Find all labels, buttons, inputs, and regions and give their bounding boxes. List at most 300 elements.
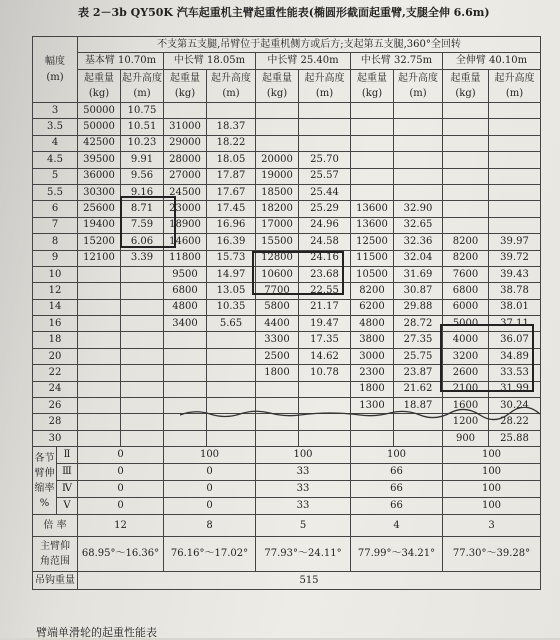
radius-cell: 12 xyxy=(33,283,78,299)
table-row xyxy=(33,201,541,217)
load-cell: 17000 xyxy=(256,217,299,233)
radius-label: 幅度 xyxy=(45,55,65,67)
boom-length-header: 中长臂 18.05m xyxy=(164,53,256,70)
height-cell xyxy=(299,381,351,397)
extension-value: 0 xyxy=(164,481,256,498)
angle-label-line: 主臂仰 xyxy=(40,541,70,553)
load-unit: (kg) xyxy=(88,88,110,99)
hook-value: 515 xyxy=(78,572,541,590)
load-cell: 1200 xyxy=(443,414,489,430)
load-cell: 18500 xyxy=(256,184,299,200)
load-cell xyxy=(78,365,121,381)
height-cell xyxy=(299,430,351,446)
radius-cell: 20 xyxy=(33,348,78,364)
load-cell: 3300 xyxy=(256,332,299,348)
load-cell xyxy=(78,348,121,364)
height-cell xyxy=(121,283,164,299)
load-cell xyxy=(351,152,394,168)
extension-value: 33 xyxy=(256,481,351,498)
load-unit: (kg) xyxy=(361,88,383,99)
height-cell xyxy=(121,381,164,397)
load-cell xyxy=(78,266,121,282)
load-cell xyxy=(443,168,489,184)
radius-cell: 7 xyxy=(33,217,78,233)
height-header xyxy=(299,70,351,103)
load-cell: 6800 xyxy=(443,283,489,299)
height-cell: 18.87 xyxy=(394,398,443,414)
height-cell xyxy=(207,381,256,397)
height-cell: 32.04 xyxy=(394,250,443,266)
load-cell: 2600 xyxy=(443,365,489,381)
table-row xyxy=(33,70,541,103)
condition-note: 不支第五支腿,吊臂位于起重机侧方或后方;支起第五支腿,360°全回转 xyxy=(78,37,541,53)
load-cell: 6200 xyxy=(351,299,394,315)
angle-value: 77.30°～39.28° xyxy=(443,537,541,572)
height-cell: 25.88 xyxy=(489,430,541,446)
height-header xyxy=(207,70,256,103)
radius-cell: 28 xyxy=(33,414,78,430)
load-cell: 6800 xyxy=(164,283,207,299)
radius-cell: 24 xyxy=(33,381,78,397)
load-cell: 13600 xyxy=(351,217,394,233)
height-cell: 23.68 xyxy=(299,266,351,282)
angle-value: 76.16°～17.02° xyxy=(164,537,256,572)
height-cell: 19.47 xyxy=(299,316,351,332)
radius-cell: 9 xyxy=(33,250,78,266)
hook-label: 吊钩重量 xyxy=(33,572,78,590)
footer-caption: 臂端单滑轮的起重性能表 xyxy=(36,626,157,639)
radius-header xyxy=(33,37,78,103)
load-cell: 6000 xyxy=(443,299,489,315)
torn-line-mark xyxy=(180,407,540,421)
ratio-value: 8 xyxy=(164,515,256,537)
height-cell xyxy=(207,103,256,119)
load-cell: 8200 xyxy=(351,283,394,299)
height-cell: 9.16 xyxy=(121,184,164,200)
load-cell xyxy=(351,103,394,119)
height-cell: 38.78 xyxy=(489,283,541,299)
height-cell: 32.90 xyxy=(394,201,443,217)
height-cell xyxy=(394,103,443,119)
height-cell: 21.17 xyxy=(299,299,351,315)
angle-value: 77.93°～24.11° xyxy=(256,537,351,572)
load-cell xyxy=(164,103,207,119)
load-cell: 5000 xyxy=(443,316,489,332)
height-label: 起升高度 xyxy=(398,73,438,84)
load-chart-table xyxy=(32,36,541,590)
load-cell: 5800 xyxy=(256,299,299,315)
height-cell: 17.35 xyxy=(299,332,351,348)
extension-value: 0 xyxy=(164,464,256,481)
height-cell: 22.55 xyxy=(299,283,351,299)
load-cell xyxy=(256,430,299,446)
load-cell xyxy=(443,103,489,119)
height-cell: 10.35 xyxy=(207,299,256,315)
height-unit: (m) xyxy=(222,88,240,99)
table-row xyxy=(33,184,541,200)
height-cell: 34.89 xyxy=(489,348,541,364)
radius-cell: 5 xyxy=(33,168,78,184)
load-cell: 25600 xyxy=(78,201,121,217)
load-cell xyxy=(443,201,489,217)
height-cell: 9.56 xyxy=(121,168,164,184)
height-cell xyxy=(121,430,164,446)
height-cell xyxy=(489,103,541,119)
load-cell xyxy=(443,119,489,135)
height-cell: 14.62 xyxy=(299,348,351,364)
height-cell xyxy=(489,201,541,217)
height-cell: 10.78 xyxy=(299,365,351,381)
height-cell: 24.16 xyxy=(299,250,351,266)
load-label: 起重量 xyxy=(84,73,114,84)
radius-cell: 18 xyxy=(33,332,78,348)
height-cell: 18.05 xyxy=(207,152,256,168)
height-cell xyxy=(121,266,164,282)
load-cell xyxy=(443,184,489,200)
table-row xyxy=(33,348,541,364)
load-cell xyxy=(78,332,121,348)
load-cell: 24500 xyxy=(164,184,207,200)
radius-cell: 26 xyxy=(33,398,78,414)
load-cell xyxy=(164,348,207,364)
height-cell xyxy=(489,184,541,200)
boom-length-header: 中长臂 32.75m xyxy=(351,53,443,70)
height-cell: 17.67 xyxy=(207,184,256,200)
load-cell: 3200 xyxy=(443,348,489,364)
table-row xyxy=(33,103,541,119)
radius-cell: 8 xyxy=(33,234,78,250)
ratio-value: 5 xyxy=(256,515,351,537)
extension-value: 66 xyxy=(351,481,443,498)
height-cell: 24.58 xyxy=(299,234,351,250)
load-cell xyxy=(443,135,489,151)
load-cell: 4400 xyxy=(256,316,299,332)
radius-unit: (m) xyxy=(46,71,64,83)
height-cell: 5.65 xyxy=(207,316,256,332)
height-unit: (m) xyxy=(315,88,334,99)
load-cell: 10600 xyxy=(256,266,299,282)
height-header xyxy=(394,70,443,103)
height-cell: 23.87 xyxy=(394,365,443,381)
height-cell: 16.39 xyxy=(207,234,256,250)
height-unit: (m) xyxy=(409,88,427,99)
table-row xyxy=(33,365,541,381)
height-cell: 25.70 xyxy=(299,152,351,168)
load-cell xyxy=(78,316,121,332)
load-header xyxy=(443,70,489,103)
section-number: Ⅴ xyxy=(57,498,78,515)
load-cell xyxy=(351,168,394,184)
height-label: 起升高度 xyxy=(304,73,345,84)
load-cell: 8200 xyxy=(443,234,489,250)
load-cell xyxy=(351,135,394,151)
load-cell: 29000 xyxy=(164,135,207,151)
extension-value: 0 xyxy=(78,447,164,464)
extension-label-line: 臂伸 xyxy=(34,467,55,479)
height-cell: 39.97 xyxy=(489,234,541,250)
table-row xyxy=(33,152,541,168)
table-row xyxy=(33,53,541,70)
height-header xyxy=(489,70,541,103)
height-cell: 31.69 xyxy=(394,266,443,282)
table-row xyxy=(33,250,541,266)
extension-value: 0 xyxy=(78,464,164,481)
height-cell: 18.22 xyxy=(207,135,256,151)
load-cell: 42500 xyxy=(78,135,121,151)
section-number: Ⅲ xyxy=(57,464,78,481)
load-cell: 7700 xyxy=(256,283,299,299)
load-cell xyxy=(78,283,121,299)
load-cell: 23000 xyxy=(164,201,207,217)
radius-cell: 6 xyxy=(33,201,78,217)
section-number: Ⅱ xyxy=(57,447,78,464)
radius-cell: 30 xyxy=(33,430,78,446)
load-label: 起重量 xyxy=(262,73,292,84)
load-cell: 31000 xyxy=(164,119,207,135)
radius-cell: 14 xyxy=(33,299,78,315)
height-cell: 13.05 xyxy=(207,283,256,299)
height-cell: 31.99 xyxy=(489,381,541,397)
load-cell xyxy=(256,119,299,135)
load-cell: 900 xyxy=(443,430,489,446)
height-cell xyxy=(394,152,443,168)
load-cell xyxy=(78,430,121,446)
extension-value: 100 xyxy=(443,464,541,481)
load-cell: 2100 xyxy=(443,381,489,397)
extension-value: 0 xyxy=(78,498,164,515)
height-label: 起升高度 xyxy=(211,73,251,84)
height-cell xyxy=(299,103,351,119)
height-unit: (m) xyxy=(133,88,151,99)
radius-cell: 4 xyxy=(33,135,78,151)
load-cell: 12800 xyxy=(256,250,299,266)
load-cell xyxy=(256,103,299,119)
height-cell xyxy=(207,365,256,381)
load-cell xyxy=(256,135,299,151)
height-cell xyxy=(121,299,164,315)
load-cell xyxy=(78,299,121,315)
angle-value: 77.99°～34.21° xyxy=(351,537,443,572)
extension-value: 100 xyxy=(256,447,351,464)
load-cell: 15200 xyxy=(78,234,121,250)
ratio-label: 倍 率 xyxy=(33,515,78,537)
angle-label-line: 角范围 xyxy=(40,556,70,568)
load-cell xyxy=(78,381,121,397)
height-cell: 18.37 xyxy=(207,119,256,135)
height-header xyxy=(121,70,164,103)
load-cell xyxy=(78,414,121,430)
height-cell xyxy=(489,135,541,151)
load-cell: 10500 xyxy=(351,266,394,282)
height-cell: 14.97 xyxy=(207,266,256,282)
table-row xyxy=(33,234,541,250)
radius-cell: 22 xyxy=(33,365,78,381)
height-cell xyxy=(489,152,541,168)
height-cell: 15.73 xyxy=(207,250,256,266)
height-cell xyxy=(121,348,164,364)
load-cell: 2500 xyxy=(256,348,299,364)
height-cell: 39.43 xyxy=(489,266,541,282)
height-cell xyxy=(394,184,443,200)
load-cell xyxy=(164,332,207,348)
extension-value: 33 xyxy=(256,464,351,481)
height-cell xyxy=(489,119,541,135)
height-cell: 7.59 xyxy=(121,217,164,233)
extension-value: 66 xyxy=(351,498,443,515)
load-cell: 1800 xyxy=(351,381,394,397)
load-cell: 13600 xyxy=(351,201,394,217)
extension-value: 100 xyxy=(443,447,541,464)
radius-cell: 3 xyxy=(33,103,78,119)
height-cell: 38.01 xyxy=(489,299,541,315)
angle-label xyxy=(33,537,78,572)
load-label: 起重量 xyxy=(450,73,481,84)
height-cell xyxy=(299,119,351,135)
radius-cell: 3.5 xyxy=(33,119,78,135)
extension-value: 33 xyxy=(256,498,351,515)
height-cell: 8.71 xyxy=(121,201,164,217)
table-row xyxy=(33,316,541,332)
boom-length-header: 基本臂 10.70m xyxy=(78,53,164,70)
table-row xyxy=(33,168,541,184)
table-row xyxy=(33,119,541,135)
load-cell: 50000 xyxy=(78,103,121,119)
height-cell xyxy=(121,414,164,430)
load-cell: 11800 xyxy=(164,250,207,266)
radius-cell: 4.5 xyxy=(33,152,78,168)
load-cell: 39500 xyxy=(78,152,121,168)
table-row xyxy=(33,464,541,481)
height-cell: 16.96 xyxy=(207,217,256,233)
height-cell: 9.91 xyxy=(121,152,164,168)
extension-label-line: % xyxy=(39,497,50,509)
load-cell: 12100 xyxy=(78,250,121,266)
height-cell: 30.24 xyxy=(489,398,541,414)
load-cell: 14600 xyxy=(164,234,207,250)
extension-label-line: 各节 xyxy=(34,452,55,464)
load-cell: 18900 xyxy=(164,217,207,233)
load-cell xyxy=(351,184,394,200)
table-row xyxy=(33,283,541,299)
height-cell: 37.11 xyxy=(489,316,541,332)
height-cell: 29.88 xyxy=(394,299,443,315)
load-cell: 1300 xyxy=(351,398,394,414)
ratio-value: 4 xyxy=(351,515,443,537)
load-label: 起重量 xyxy=(170,73,200,84)
table-row xyxy=(33,572,541,590)
extension-label xyxy=(33,447,57,515)
height-cell: 25.29 xyxy=(299,201,351,217)
load-cell: 28000 xyxy=(164,152,207,168)
load-cell xyxy=(164,365,207,381)
height-cell: 32.65 xyxy=(394,217,443,233)
load-cell xyxy=(443,152,489,168)
height-cell xyxy=(489,168,541,184)
height-cell: 36.07 xyxy=(489,332,541,348)
load-cell: 27000 xyxy=(164,168,207,184)
extension-value: 100 xyxy=(443,481,541,498)
height-cell: 21.62 xyxy=(394,381,443,397)
height-cell xyxy=(394,135,443,151)
load-cell xyxy=(78,398,121,414)
load-cell xyxy=(164,430,207,446)
load-cell: 15500 xyxy=(256,234,299,250)
table-row xyxy=(33,381,541,397)
angle-value: 68.95°～16.36° xyxy=(78,537,164,572)
table-row xyxy=(33,217,541,233)
boom-length-header: 中长臂 25.40m xyxy=(256,53,351,70)
height-cell xyxy=(121,332,164,348)
height-label: 起升高度 xyxy=(122,73,162,84)
height-label: 起升高度 xyxy=(494,73,535,84)
height-cell xyxy=(394,168,443,184)
load-cell: 11500 xyxy=(351,250,394,266)
extension-value: 0 xyxy=(164,498,256,515)
table-row xyxy=(33,332,541,348)
load-cell: 4800 xyxy=(351,316,394,332)
load-cell xyxy=(256,381,299,397)
table-row xyxy=(33,498,541,515)
height-cell: 25.75 xyxy=(394,348,443,364)
height-cell: 10.75 xyxy=(121,103,164,119)
load-cell: 4800 xyxy=(164,299,207,315)
load-cell: 18200 xyxy=(256,201,299,217)
section-number: Ⅳ xyxy=(57,481,78,498)
load-cell: 19400 xyxy=(78,217,121,233)
height-cell xyxy=(394,119,443,135)
table-row xyxy=(33,481,541,498)
table-row xyxy=(33,299,541,315)
load-cell: 4000 xyxy=(443,332,489,348)
extension-value: 66 xyxy=(351,464,443,481)
load-cell: 19000 xyxy=(256,168,299,184)
load-unit: (kg) xyxy=(455,88,476,99)
load-cell: 8200 xyxy=(443,250,489,266)
load-cell: 9500 xyxy=(164,266,207,282)
height-cell xyxy=(207,430,256,446)
load-cell: 7600 xyxy=(443,266,489,282)
height-cell: 32.36 xyxy=(394,234,443,250)
load-cell xyxy=(351,119,394,135)
height-cell xyxy=(207,332,256,348)
height-cell xyxy=(121,316,164,332)
height-cell: 10.23 xyxy=(121,135,164,151)
extension-value: 100 xyxy=(443,498,541,515)
load-unit: (kg) xyxy=(266,88,288,99)
height-cell xyxy=(394,430,443,446)
height-cell xyxy=(299,135,351,151)
load-cell: 2300 xyxy=(351,365,394,381)
height-cell: 39.72 xyxy=(489,250,541,266)
table-row xyxy=(33,447,541,464)
table-row xyxy=(33,37,541,53)
load-label: 起重量 xyxy=(357,73,387,84)
height-cell xyxy=(489,217,541,233)
table-row xyxy=(33,515,541,537)
height-cell: 30.87 xyxy=(394,283,443,299)
height-cell xyxy=(207,348,256,364)
table-row xyxy=(33,537,541,572)
load-header xyxy=(351,70,394,103)
load-header xyxy=(164,70,207,103)
load-cell: 1600 xyxy=(443,398,489,414)
load-cell: 20000 xyxy=(256,152,299,168)
extension-value: 100 xyxy=(351,447,443,464)
load-cell: 36000 xyxy=(78,168,121,184)
load-header xyxy=(78,70,121,103)
load-cell: 3800 xyxy=(351,332,394,348)
extension-label-line: 缩率 xyxy=(34,482,55,494)
